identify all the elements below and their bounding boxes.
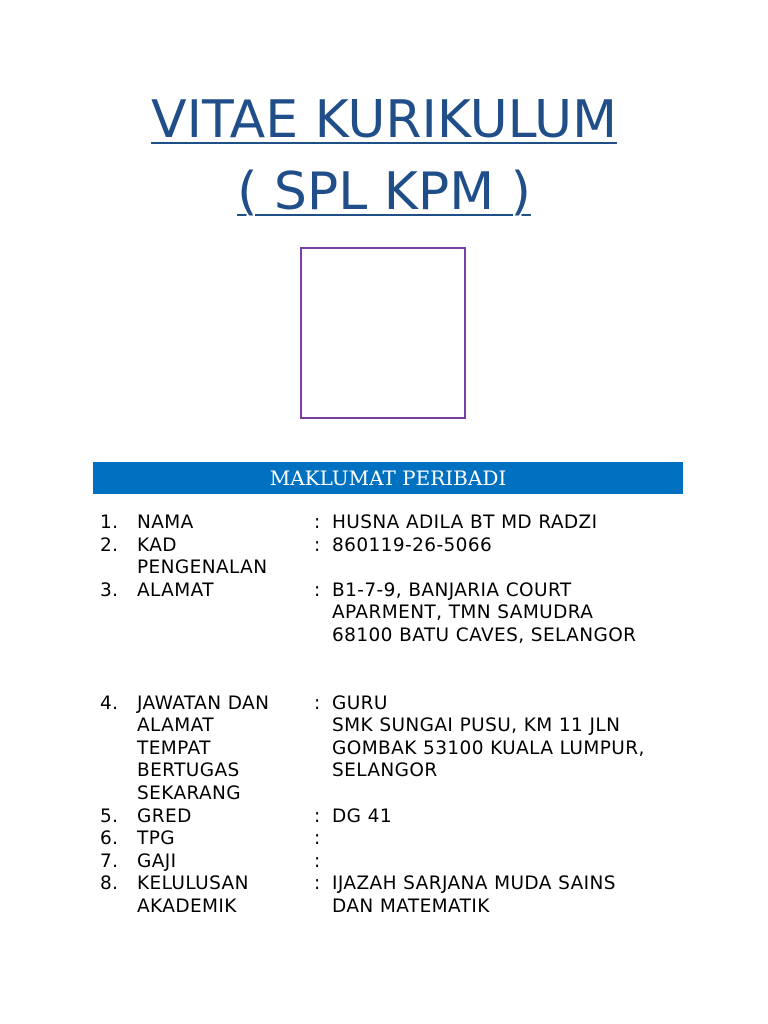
section-heading-maklumat-peribadi: MAKLUMAT PERIBADI: [93, 462, 683, 494]
info-row-kad-pengenalan: [0, 535, 768, 580]
row-number: 6.: [100, 828, 119, 850]
row-colon: :: [314, 850, 321, 872]
row-value: HUSNA ADILA BT MD RADZI: [332, 512, 598, 533]
row-value: [320, 828, 768, 851]
row-label: NAMA: [137, 512, 194, 533]
row-number: 8.: [100, 873, 119, 895]
info-row-gaji: [0, 851, 768, 874]
row-value: DG 41: [332, 805, 393, 827]
info-row-nama: [0, 512, 768, 535]
row-number: 1.: [100, 512, 119, 533]
row-value: B1-7-9, BANJARIA COURT APARMENT, TMN SAMUDRA 68100 BATU CAVES, SELANGOR: [332, 579, 637, 646]
row-value: 860119-26-5066: [332, 534, 493, 556]
row-number: 4.: [100, 692, 119, 714]
info-row-alamat: [0, 580, 768, 648]
row-label: KAD PENGENALAN: [137, 534, 268, 579]
info-row-jawatan: [0, 693, 768, 806]
row-number: 7.: [100, 850, 119, 872]
row-colon: :: [314, 828, 321, 850]
row-label: KELULUSAN AKADEMIK: [137, 873, 249, 917]
row-label: GRED: [137, 805, 192, 827]
row-number: 5.: [100, 805, 119, 827]
row-label: ALAMAT: [137, 579, 214, 601]
row-colon: :: [314, 512, 321, 533]
row-colon: :: [314, 579, 321, 601]
row-number: 2.: [100, 534, 119, 556]
personal-info-list: [0, 512, 768, 919]
row-colon: :: [314, 873, 321, 895]
document-title-line-2-text: ( SPL KPM ): [237, 162, 531, 222]
row-value: GURU SMK SUNGAI PUSU, KM 11 JLN GOMBAK 53100 KUALA LUMPUR, SELANGOR: [332, 692, 645, 782]
row-value: [320, 851, 768, 874]
info-row-tpg: [0, 828, 768, 851]
photo-placeholder: [300, 247, 466, 419]
row-colon: :: [314, 805, 321, 827]
row-colon: :: [314, 692, 321, 714]
row-label: TPG: [137, 828, 175, 850]
row-value: IJAZAH SARJANA MUDA SAINS DAN MATEMATIK: [332, 873, 616, 917]
row-number: 3.: [100, 579, 119, 601]
document-title-line-1: [0, 84, 768, 156]
info-row-gred: [0, 806, 768, 829]
document-title-line-2: [0, 156, 768, 228]
row-label: GAJI: [137, 850, 177, 872]
row-colon: :: [314, 534, 321, 556]
document-title-line-1-text: VITAE KURIKULUM: [151, 90, 617, 150]
row-label: JAWATAN DAN ALAMAT TEMPAT BERTUGAS SEKARANG: [137, 692, 270, 804]
info-row-kelulusan-akademik: [0, 873, 768, 918]
